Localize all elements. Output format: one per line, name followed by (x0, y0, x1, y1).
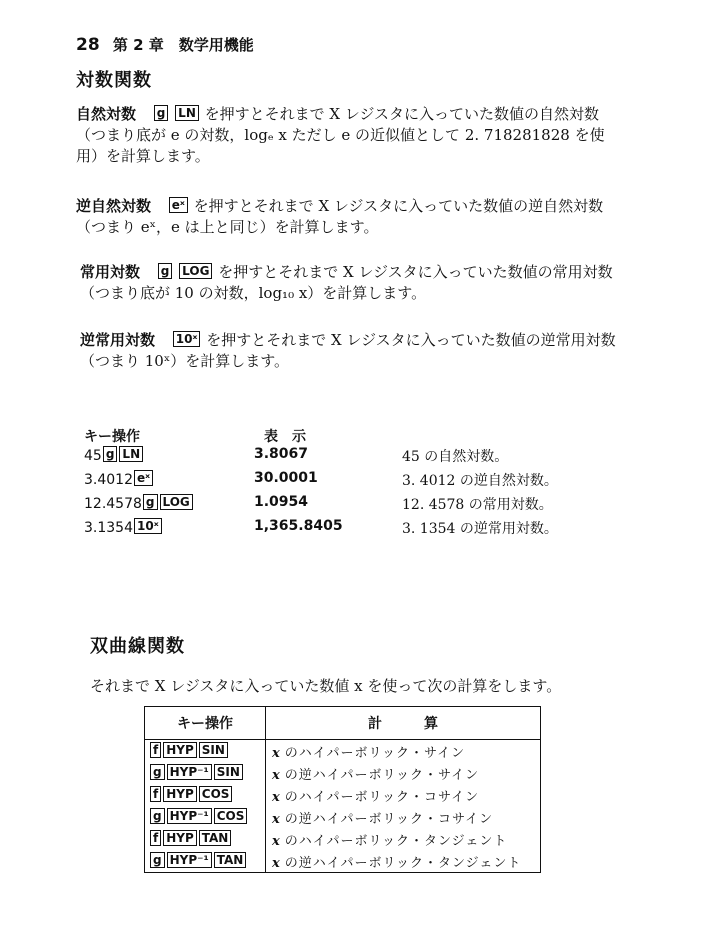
running-header (76, 34, 254, 55)
key-log: LOG (179, 263, 212, 279)
key-hyp: HYP (163, 786, 197, 802)
operation-note: 3. 4012 の逆自然対数。 (402, 473, 558, 489)
key-sin: SIN (214, 764, 243, 780)
variable-x: x (272, 855, 281, 871)
operation-note: 12. 4578 の常用対数。 (402, 497, 553, 513)
variable-x: x (272, 789, 281, 805)
key-hyp: HYP (163, 742, 197, 758)
variable-x: x (272, 833, 281, 849)
key-e-x: eˣ (169, 197, 188, 213)
key-e-x: eˣ (134, 470, 153, 486)
key-g: g (143, 494, 158, 510)
key-g: g (154, 105, 169, 121)
column-header-key: キー操作 (145, 707, 266, 740)
table-header-row (145, 707, 541, 740)
hyperbolic-table-container (144, 706, 541, 873)
operation-keys (84, 446, 144, 464)
key-f: f (150, 830, 161, 846)
key-sequence (145, 784, 266, 806)
operation-keys (84, 518, 163, 536)
key-g: g (150, 808, 165, 824)
key-hyp: HYP (163, 830, 197, 846)
table-row (145, 850, 541, 873)
key-sequence (145, 806, 266, 828)
operation-row (84, 446, 644, 466)
definition-text: を押すとそれまで X レジスタに入っていた数値の逆常用対数（つまり 10ˣ）を計算します。 (80, 331, 616, 370)
calc-description (266, 784, 541, 806)
definition-text: を押すとそれまで X レジスタに入っていた数値の自然対数（つまり底が e の対数，logₑ x ただし e の近似値として 2. 718281828 を使用）を計算します。 (76, 105, 605, 165)
operation-row (84, 470, 644, 490)
entry-value: 3.1354 (84, 520, 133, 536)
key-f: f (150, 742, 161, 758)
key-hyp-inverse: HYP⁻¹ (167, 764, 212, 780)
key-f: f (150, 786, 161, 802)
table-row (145, 740, 541, 763)
definition-term: 逆常用対数 (80, 331, 156, 349)
calc-description (266, 740, 541, 763)
key-ln: LN (175, 105, 199, 121)
display-value: 30.0001 (254, 470, 318, 486)
definition-term: 自然対数 (76, 105, 137, 123)
calc-description (266, 806, 541, 828)
operation-keys (84, 494, 194, 512)
column-header-calc: 計 算 (266, 707, 541, 740)
variable-x: x (272, 745, 281, 761)
definition-antilog-natural (76, 196, 616, 238)
key-sin: SIN (199, 742, 228, 758)
key-sequence (145, 762, 266, 784)
section-intro: それまで X レジスタに入っていた数値 x を使って次の計算をします。 (90, 677, 562, 695)
operation-row (84, 518, 644, 538)
key-g: g (150, 764, 165, 780)
key-sequence (145, 740, 266, 763)
variable-x: x (272, 811, 281, 827)
section-title-logarithm: 対数関数 (76, 70, 152, 91)
key-hyp-inverse: HYP⁻¹ (167, 852, 212, 868)
definition-common-log (80, 262, 620, 304)
display-value: 1.0954 (254, 494, 309, 510)
calc-text: の逆ハイパーボリック・コサイン (284, 811, 494, 827)
entry-value: 45 (84, 448, 102, 464)
calc-text: のハイパーボリック・サイン (284, 745, 466, 761)
table-row (145, 806, 541, 828)
hyperbolic-table (144, 706, 541, 873)
key-g: g (103, 446, 118, 462)
entry-value: 3.4012 (84, 472, 133, 488)
key-ln: LN (119, 446, 143, 462)
entry-value: 12.4578 (84, 496, 142, 512)
calc-text: のハイパーボリック・タンジェント (284, 833, 508, 849)
table-row (145, 828, 541, 850)
column-header-key: キー操作 (84, 429, 140, 445)
calc-text: の逆ハイパーボリック・タンジェント (284, 855, 522, 871)
definition-text: を押すとそれまで X レジスタに入っていた数値の逆自然対数（つまり eˣ，e は上と同じ）を計算します。 (76, 197, 604, 236)
calc-description (266, 828, 541, 850)
key-10-x: 10ˣ (173, 331, 201, 347)
section-title-hyperbolic: 双曲線関数 (90, 636, 185, 657)
definition-text: を押すとそれまで X レジスタに入っていた数値の常用対数（つまり底が 10 の対数，log₁₀ x）を計算します。 (80, 263, 613, 302)
chapter-title: 第 2 章 数学用機能 (112, 36, 254, 54)
key-tan: TAN (199, 830, 232, 846)
calc-text: のハイパーボリック・コサイン (284, 789, 480, 805)
key-log: LOG (160, 494, 193, 510)
operation-keys (84, 470, 154, 488)
operation-note: 45 の自然対数。 (402, 449, 509, 465)
table-row (145, 784, 541, 806)
key-sequence (145, 850, 266, 873)
variable-x: x (272, 767, 281, 783)
operation-row (84, 494, 644, 514)
key-hyp-inverse: HYP⁻¹ (167, 808, 212, 824)
definition-term: 常用対数 (80, 263, 141, 281)
definition-term: 逆自然対数 (76, 197, 152, 215)
operation-examples (84, 426, 644, 546)
key-cos: COS (199, 786, 233, 802)
calc-description (266, 762, 541, 784)
key-10-x: 10ˣ (134, 518, 162, 534)
calc-text: の逆ハイパーボリック・サイン (284, 767, 480, 783)
display-value: 1,365.8405 (254, 518, 343, 534)
key-cos: COS (214, 808, 248, 824)
column-header-display: 表 示 (264, 429, 306, 445)
definition-natural-log (76, 104, 616, 167)
operation-note: 3. 1354 の逆常用対数。 (402, 521, 558, 537)
key-tan: TAN (214, 852, 247, 868)
operation-header-row (84, 426, 644, 446)
key-g: g (150, 852, 165, 868)
key-g: g (158, 263, 173, 279)
display-value: 3.8067 (254, 446, 309, 462)
definition-antilog-common (80, 330, 620, 372)
key-sequence (145, 828, 266, 850)
table-row (145, 762, 541, 784)
page-number: 28 (76, 35, 100, 55)
calc-description (266, 850, 541, 873)
